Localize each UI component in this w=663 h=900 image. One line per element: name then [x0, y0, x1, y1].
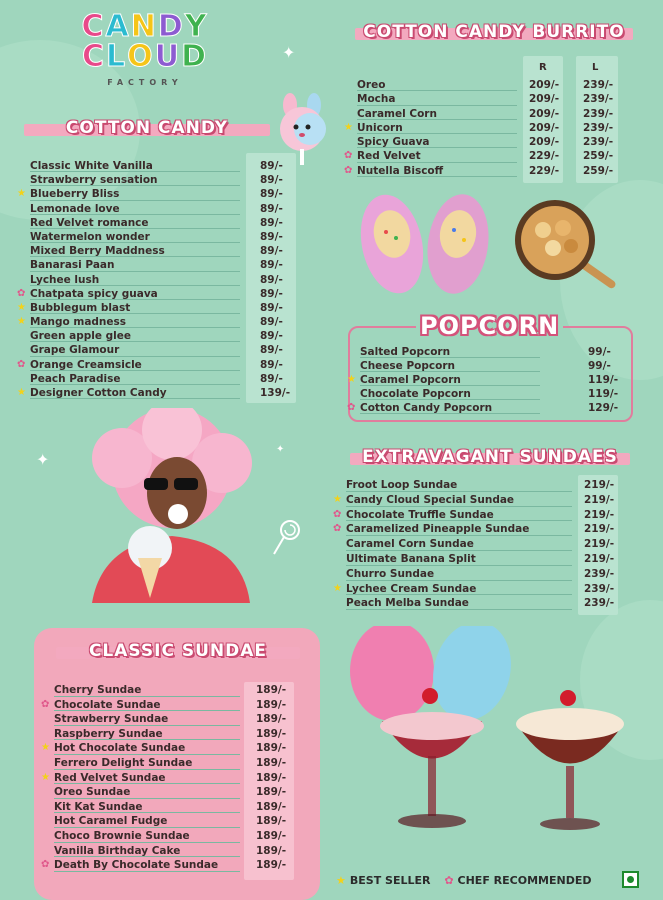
sundae-glasses-image — [342, 626, 632, 861]
menu-item — [333, 493, 622, 509]
menu-item-name: Raspberry Sundae — [54, 727, 163, 740]
best-seller-star-icon: ★ — [347, 374, 356, 385]
menu-item-name: Froot Loop Sundae — [346, 479, 458, 491]
menu-item-name: Grape Glamour — [30, 344, 120, 357]
menu-item-price-large: 239/- — [583, 136, 614, 149]
menu-item-name: Chocolate Sundae — [54, 698, 161, 711]
menu-item-price: 89/- — [260, 216, 283, 229]
menu-item-price: 189/- — [256, 698, 287, 711]
menu-item-name: Caramel Popcorn — [360, 374, 461, 386]
menu-item-price-large: 259/- — [583, 164, 614, 177]
menu-item — [357, 136, 617, 150]
menu-item-price: 89/- — [260, 358, 283, 371]
menu-item-price: 189/- — [256, 742, 287, 755]
logo-letter: D — [157, 9, 185, 44]
menu-item-price: 239/- — [584, 567, 615, 580]
menu-item-price-regular: 209/- — [529, 121, 560, 134]
menu-item-name: Chocolate Truffle Sundae — [346, 508, 494, 521]
chef-recommended-flower-icon: ✿ — [17, 358, 26, 370]
menu-item-price: 89/- — [260, 301, 283, 314]
menu-item — [41, 742, 290, 757]
menu-item-name: Designer Cotton Candy — [30, 387, 167, 399]
menu-item — [17, 387, 292, 401]
menu-item-price: 89/- — [260, 273, 283, 286]
menu-item-price: 89/- — [260, 316, 283, 329]
menu-item-price: 89/- — [260, 174, 283, 187]
menu-item-price: 189/- — [256, 800, 287, 813]
logo-letter: U — [154, 39, 182, 74]
best-seller-star-icon: ★ — [17, 316, 26, 328]
menu-item-name: Cherry Sundae — [54, 684, 142, 696]
menu-item-name: Bubblegum blast — [30, 301, 131, 314]
best-seller-star-icon: ★ — [333, 493, 342, 505]
menu-item-name: Peach Paradise — [30, 372, 121, 385]
menu-item-price: 219/- — [584, 479, 615, 491]
menu-item-price: 189/- — [256, 859, 287, 872]
menu-item-name: Mixed Berry Maddness — [30, 245, 165, 258]
chef-recommended-flower-icon: ✿ — [41, 859, 50, 871]
menu-item-price: 89/- — [260, 188, 283, 201]
popcorn-title: POPCORN — [416, 312, 563, 340]
menu-item-name: Lemonade love — [30, 202, 120, 215]
menu-item — [360, 360, 622, 374]
menu-item-price: 189/- — [256, 771, 287, 784]
menu-item-name: Cotton Candy Popcorn — [360, 402, 493, 414]
menu-item-name: Oreo Sundae — [54, 786, 131, 799]
menu-item-price-large: 259/- — [583, 150, 614, 163]
menu-item — [333, 508, 622, 524]
extravagant-title: EXTRAVAGANT SUNDAES — [350, 447, 630, 469]
menu-item-price: 89/- — [260, 230, 283, 243]
menu-item-price: 129/- — [588, 402, 619, 414]
menu-item — [54, 728, 290, 743]
menu-item — [344, 121, 617, 136]
menu-item — [17, 188, 292, 202]
menu-item-price-regular: 229/- — [529, 164, 560, 177]
extravagant-section-header — [350, 447, 630, 469]
logo-letter: O — [127, 39, 155, 74]
menu-item-price: 219/- — [584, 508, 615, 521]
burrito-menu-list — [344, 79, 617, 179]
caramel-popcorn-image — [505, 200, 627, 300]
menu-item-name: Salted Popcorn — [360, 346, 451, 358]
menu-item-price: 99/- — [588, 360, 611, 372]
menu-item-price: 89/- — [260, 160, 283, 172]
menu-item-price: 119/- — [588, 374, 619, 386]
menu-item-name: Mango madness — [30, 316, 127, 329]
menu-item-price: 189/- — [256, 756, 287, 769]
menu-item-name: Vanilla Birthday Cake — [54, 844, 181, 857]
menu-item — [54, 684, 290, 699]
menu-item-name: Oreo — [357, 79, 386, 91]
menu-item-price: 189/- — [256, 815, 287, 828]
cotton-candy-menu-list — [17, 160, 292, 401]
menu-item — [333, 582, 622, 598]
menu-item-name: Unicorn — [357, 121, 403, 134]
best-seller-star-icon: ★ — [344, 121, 353, 133]
menu-item — [54, 801, 290, 816]
menu-item — [346, 568, 622, 583]
menu-item-name: Banarasi Paan — [30, 259, 115, 272]
menu-item-name: Strawberry Sundae — [54, 713, 169, 726]
menu-item-name: Watermelon wonder — [30, 230, 150, 243]
cotton-candy-burrito-image — [356, 192, 496, 302]
menu-item-price: 89/- — [260, 344, 283, 357]
menu-item-price-regular: 209/- — [529, 136, 560, 149]
menu-item — [344, 164, 617, 179]
menu-item-name: Red Velvet — [357, 150, 421, 163]
menu-item-name: Spicy Guava — [357, 136, 430, 149]
menu-item-price: 189/- — [256, 829, 287, 842]
girl-with-cotton-candy-illustration — [82, 408, 262, 603]
menu-item — [54, 713, 290, 728]
menu-item-name: Ferrero Delight Sundae — [54, 756, 193, 769]
menu-item-name: Classic White Vanilla — [30, 160, 153, 172]
menu-item — [54, 786, 290, 801]
menu-item — [347, 402, 622, 416]
menu-item — [357, 108, 617, 122]
menu-item — [17, 316, 292, 330]
best-seller-star-icon: ★ — [17, 301, 26, 313]
menu-item — [54, 830, 290, 845]
menu-item — [346, 538, 622, 553]
menu-item-price-large: 239/- — [583, 107, 614, 120]
menu-item-price: 189/- — [256, 727, 287, 740]
menu-item — [41, 698, 290, 714]
best-seller-star-icon: ★ — [41, 742, 50, 754]
menu-item-name: Blueberry Bliss — [30, 188, 120, 201]
chef-recommended-flower-icon: ✿ — [17, 287, 26, 299]
menu-item — [346, 597, 622, 612]
menu-item — [30, 231, 292, 245]
menu-item — [17, 287, 292, 302]
logo-letter: L — [106, 39, 128, 74]
menu-item-name: Caramelized Pineapple Sundae — [346, 523, 530, 536]
menu-item-price: 99/- — [588, 346, 611, 358]
menu-item — [30, 344, 292, 358]
best-seller-star-icon: ★ — [333, 582, 342, 594]
menu-item-price-large: 239/- — [583, 121, 614, 134]
menu-item-name: Ultimate Banana Split — [346, 552, 476, 565]
menu-item-name: Cheese Popcorn — [360, 360, 455, 372]
menu-item-name: Hot Chocolate Sundae — [54, 742, 186, 755]
best-seller-star-icon: ★ — [336, 874, 346, 887]
menu-item-price-regular: 209/- — [529, 107, 560, 120]
menu-item-price: 189/- — [256, 684, 287, 696]
menu-item — [333, 523, 622, 538]
chef-recommended-label: CHEF RECOMMENDED — [457, 874, 592, 887]
menu-item — [54, 757, 290, 772]
logo-line-1 — [60, 9, 230, 44]
extravagant-menu-list — [333, 479, 622, 612]
menu-item-price: 119/- — [588, 388, 619, 400]
sparkle-icon: ✦ — [36, 450, 50, 469]
menu-item-price: 89/- — [260, 330, 283, 343]
logo-letter: C — [81, 9, 106, 44]
menu-item-name: Red Velvet romance — [30, 216, 149, 229]
menu-item-name: Kit Kat Sundae — [54, 800, 143, 813]
sparkle-icon: ✦ — [282, 43, 296, 62]
veg-symbol-icon — [622, 871, 639, 888]
menu-item-price: 219/- — [584, 523, 615, 536]
burrito-section-header — [355, 22, 633, 44]
menu-item — [346, 553, 622, 568]
menu-item — [41, 771, 290, 787]
logo-letter: D — [181, 39, 208, 74]
logo-subtitle: FACTORY — [107, 78, 183, 87]
classic-sundae-title: CLASSIC SUNDAE — [56, 641, 300, 663]
menu-item — [360, 346, 622, 360]
classic-sundae-menu-list — [41, 684, 290, 874]
menu-item — [30, 174, 292, 188]
best-seller-star-icon: ★ — [41, 771, 50, 783]
menu-item-price: 89/- — [260, 245, 283, 258]
menu-item — [30, 373, 292, 387]
chef-recommended-flower-icon: ✿ — [41, 698, 50, 710]
menu-item — [344, 150, 617, 164]
menu-item-price-regular: 209/- — [529, 79, 560, 91]
logo-letter: Y — [184, 9, 209, 44]
classic-sundae-section-header — [56, 641, 300, 663]
best-seller-label: BEST SELLER — [349, 874, 431, 887]
logo-letter: A — [105, 9, 131, 44]
menu-item — [30, 274, 292, 288]
chef-recommended-flower-icon: ✿ — [347, 402, 356, 413]
menu-item — [30, 203, 292, 217]
best-seller-star-icon: ★ — [17, 387, 26, 398]
menu-item-price-regular: 229/- — [529, 150, 560, 163]
chef-recommended-flower-icon: ✿ — [344, 164, 353, 176]
menu-item-price: 89/- — [260, 287, 283, 300]
menu-item — [347, 374, 622, 388]
menu-item-name: Red Velvet Sundae — [54, 771, 166, 784]
menu-item-name: Caramel Corn Sundae — [346, 538, 474, 551]
sparkle-icon: ✦ — [276, 444, 285, 455]
menu-item — [30, 259, 292, 273]
menu-item-name: Lychee Cream Sundae — [346, 582, 477, 595]
logo-letter: C — [82, 39, 107, 74]
cotton-candy-section-header — [24, 118, 270, 140]
menu-item-name: Peach Melba Sundae — [346, 597, 469, 610]
menu-item-price: 239/- — [584, 597, 615, 610]
menu-item-price: 219/- — [584, 493, 615, 506]
burrito-size-l-label: L — [592, 62, 599, 73]
menu-item — [54, 845, 290, 860]
logo-line-2 — [60, 39, 230, 74]
menu-item — [30, 330, 292, 344]
menu-item-name: Chatpata spicy guava — [30, 287, 158, 300]
chef-recommended-flower-icon: ✿ — [333, 523, 342, 535]
cotton-candy-title: COTTON CANDY — [24, 118, 270, 140]
menu-item-name: Orange Creamsicle — [30, 358, 142, 371]
menu-item — [357, 93, 617, 107]
menu-item — [30, 245, 292, 259]
menu-item-name: Lychee lush — [30, 273, 100, 286]
menu-item-price: 89/- — [260, 372, 283, 385]
menu-item-name: Caramel Corn — [357, 107, 437, 120]
menu-item-name: Death By Chocolate Sundae — [54, 859, 219, 872]
menu-item — [360, 388, 622, 402]
burrito-size-r-label: R — [539, 62, 547, 73]
menu-item — [17, 358, 292, 373]
menu-item-price: 89/- — [260, 202, 283, 215]
popcorn-menu-list — [347, 346, 622, 416]
menu-item — [41, 859, 290, 874]
menu-item-price: 219/- — [584, 538, 615, 551]
lollipop-icon — [270, 518, 300, 558]
best-seller-star-icon: ★ — [17, 188, 26, 200]
menu-item-price: 189/- — [256, 713, 287, 726]
menu-item-price-regular: 209/- — [529, 93, 560, 106]
menu-item-price: 189/- — [256, 786, 287, 799]
menu-item — [17, 301, 292, 316]
menu-item — [30, 160, 292, 174]
menu-item-price: 189/- — [256, 844, 287, 857]
menu-item-name: Hot Caramel Fudge — [54, 815, 168, 828]
chef-recommended-flower-icon: ✿ — [333, 508, 342, 520]
chef-recommended-flower-icon: ✿ — [344, 150, 353, 162]
menu-item-name: Choco Brownie Sundae — [54, 829, 190, 842]
menu-item-price-large: 239/- — [583, 93, 614, 106]
menu-item-name: Candy Cloud Special Sundae — [346, 493, 515, 506]
menu-item-name: Chocolate Popcorn — [360, 388, 471, 400]
menu-item-name: Nutella Biscoff — [357, 164, 444, 177]
menu-item-price: 89/- — [260, 259, 283, 272]
logo-letter: N — [130, 9, 158, 44]
menu-item — [357, 79, 617, 93]
menu-item-name: Green apple glee — [30, 330, 132, 343]
menu-item — [346, 479, 622, 494]
menu-item-price: 239/- — [584, 582, 615, 595]
brand-logo — [60, 9, 230, 107]
menu-item-name: Strawberry sensation — [30, 174, 158, 187]
menu-item — [30, 217, 292, 231]
menu-item-price: 219/- — [584, 552, 615, 565]
menu-item-price: 139/- — [260, 387, 291, 399]
burrito-title: COTTON CANDY BURRITO — [355, 22, 633, 44]
menu-item-name: Mocha — [357, 93, 396, 106]
menu-item-price-large: 239/- — [583, 79, 614, 91]
legend — [336, 874, 595, 887]
chef-recommended-flower-icon: ✿ — [444, 874, 454, 887]
menu-item-name: Churro Sundae — [346, 567, 435, 580]
menu-item — [54, 815, 290, 830]
